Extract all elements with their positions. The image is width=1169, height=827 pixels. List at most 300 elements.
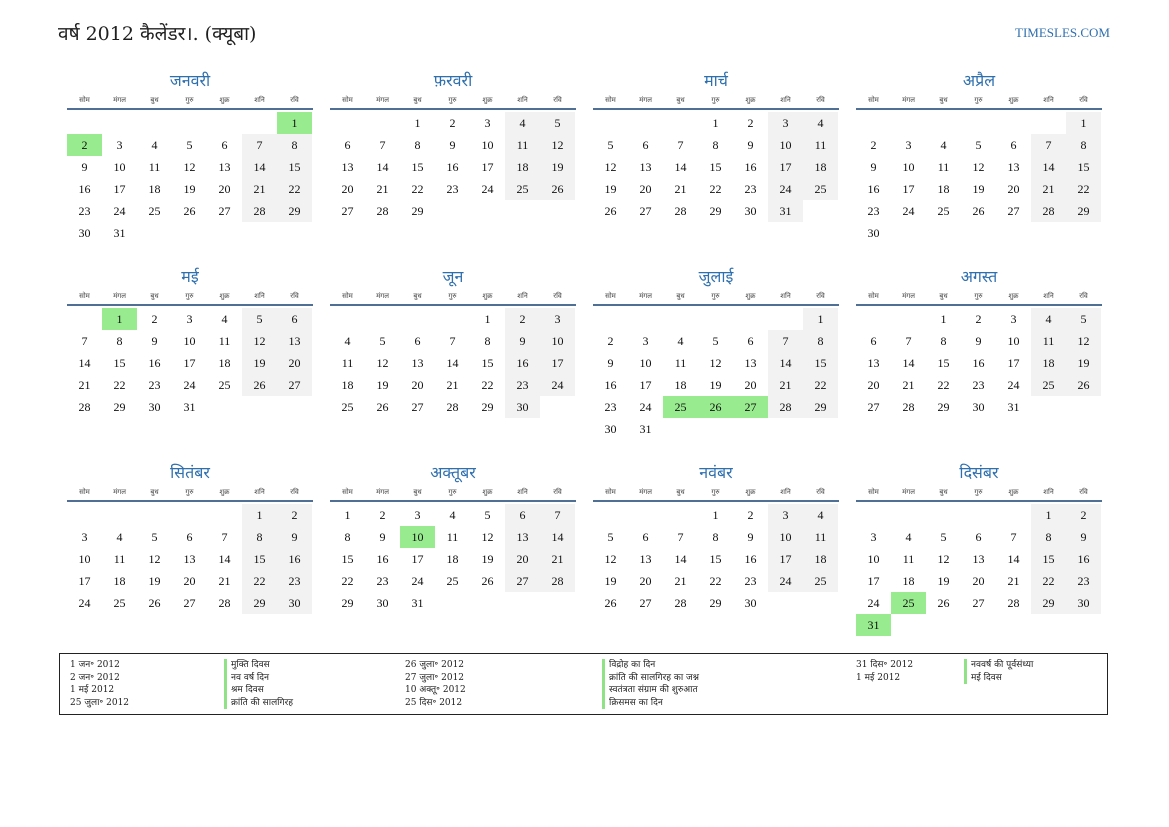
day-cell[interactable]: 23 [376, 574, 389, 588]
day-cell[interactable]: 8 [344, 530, 351, 544]
day-cell[interactable]: 2 [449, 116, 456, 130]
weekend-day-cell[interactable]: 23 [505, 374, 540, 396]
weekend-day-cell[interactable]: 16 [277, 548, 312, 570]
weekend-day-cell[interactable]: 4 [803, 504, 838, 526]
day-cell[interactable]: 14 [446, 356, 459, 370]
day-cell[interactable]: 7 [905, 334, 912, 348]
holiday-day-cell[interactable]: 26 [698, 396, 733, 418]
weekend-day-cell[interactable]: 29 [277, 200, 312, 222]
day-cell[interactable]: 27 [867, 400, 880, 414]
day-cell[interactable]: 15 [709, 552, 722, 566]
day-cell[interactable]: 11 [902, 552, 915, 566]
day-cell[interactable]: 5 [712, 334, 719, 348]
day-cell[interactable]: 27 [411, 400, 424, 414]
day-cell[interactable]: 14 [218, 552, 231, 566]
day-cell[interactable]: 15 [481, 356, 494, 370]
day-cell[interactable]: 17 [113, 182, 126, 196]
day-cell[interactable]: 23 [744, 182, 757, 196]
day-cell[interactable]: 8 [712, 530, 719, 544]
day-cell[interactable]: 1 [484, 312, 491, 326]
day-cell[interactable]: 2 [747, 508, 754, 522]
weekend-day-cell[interactable]: 28 [540, 570, 575, 592]
day-cell[interactable]: 10 [113, 160, 126, 174]
weekend-day-cell[interactable]: 12 [242, 330, 277, 352]
weekend-day-cell[interactable]: 16 [1066, 548, 1101, 570]
day-cell[interactable]: 12 [481, 530, 494, 544]
weekend-day-cell[interactable]: 26 [540, 178, 575, 200]
day-cell[interactable]: 16 [604, 378, 617, 392]
day-cell[interactable]: 28 [218, 596, 231, 610]
day-cell[interactable]: 15 [411, 160, 424, 174]
day-cell[interactable]: 5 [484, 508, 491, 522]
day-cell[interactable]: 12 [604, 552, 617, 566]
day-cell[interactable]: 27 [639, 596, 652, 610]
day-cell[interactable]: 1 [712, 508, 719, 522]
day-cell[interactable]: 9 [81, 160, 88, 174]
day-cell[interactable]: 4 [449, 508, 456, 522]
weekend-day-cell[interactable]: 27 [505, 570, 540, 592]
day-cell[interactable]: 19 [148, 574, 161, 588]
day-cell[interactable]: 3 [81, 530, 88, 544]
day-cell[interactable]: 18 [446, 552, 459, 566]
day-cell[interactable]: 13 [218, 160, 231, 174]
day-cell[interactable]: 19 [604, 574, 617, 588]
day-cell[interactable]: 26 [481, 574, 494, 588]
day-cell[interactable]: 26 [604, 204, 617, 218]
weekend-day-cell[interactable]: 19 [540, 156, 575, 178]
weekend-day-cell[interactable]: 25 [1031, 374, 1066, 396]
day-cell[interactable]: 20 [639, 182, 652, 196]
day-cell[interactable]: 19 [376, 378, 389, 392]
day-cell[interactable]: 18 [902, 574, 915, 588]
day-cell[interactable]: 16 [972, 356, 985, 370]
day-cell[interactable]: 26 [376, 400, 389, 414]
weekend-day-cell[interactable]: 8 [242, 526, 277, 548]
weekend-day-cell[interactable]: 12 [1066, 330, 1101, 352]
weekend-day-cell[interactable]: 19 [1066, 352, 1101, 374]
day-cell[interactable]: 23 [78, 204, 91, 218]
day-cell[interactable]: 7 [1010, 530, 1017, 544]
weekend-day-cell[interactable]: 25 [803, 570, 838, 592]
day-cell[interactable]: 25 [937, 204, 950, 218]
day-cell[interactable]: 23 [446, 182, 459, 196]
day-cell[interactable]: 30 [604, 422, 617, 436]
weekend-day-cell[interactable]: 7 [768, 330, 803, 352]
weekend-day-cell[interactable]: 31 [768, 200, 803, 222]
day-cell[interactable]: 19 [972, 182, 985, 196]
day-cell[interactable]: 28 [78, 400, 91, 414]
weekend-day-cell[interactable]: 15 [1066, 156, 1101, 178]
weekend-day-cell[interactable]: 5 [242, 308, 277, 330]
weekend-day-cell[interactable]: 22 [803, 374, 838, 396]
day-cell[interactable]: 18 [937, 182, 950, 196]
day-cell[interactable]: 10 [481, 138, 494, 152]
holiday-day-cell[interactable]: 31 [856, 614, 891, 636]
day-cell[interactable]: 22 [113, 378, 126, 392]
day-cell[interactable]: 15 [709, 160, 722, 174]
weekend-day-cell[interactable]: 8 [277, 134, 312, 156]
weekend-day-cell[interactable]: 13 [277, 330, 312, 352]
day-cell[interactable]: 22 [709, 182, 722, 196]
day-cell[interactable]: 4 [221, 312, 228, 326]
weekend-day-cell[interactable]: 25 [505, 178, 540, 200]
day-cell[interactable]: 1 [344, 508, 351, 522]
weekend-day-cell[interactable]: 3 [768, 112, 803, 134]
weekend-day-cell[interactable]: 9 [1066, 526, 1101, 548]
day-cell[interactable]: 26 [148, 596, 161, 610]
weekend-day-cell[interactable]: 27 [277, 374, 312, 396]
day-cell[interactable]: 9 [747, 530, 754, 544]
day-cell[interactable]: 2 [747, 116, 754, 130]
weekend-day-cell[interactable]: 19 [242, 352, 277, 374]
day-cell[interactable]: 27 [218, 204, 231, 218]
day-cell[interactable]: 9 [379, 530, 386, 544]
day-cell[interactable]: 31 [639, 422, 652, 436]
day-cell[interactable]: 28 [674, 204, 687, 218]
weekend-day-cell[interactable]: 17 [768, 548, 803, 570]
weekend-day-cell[interactable]: 26 [1066, 374, 1101, 396]
day-cell[interactable]: 13 [867, 356, 880, 370]
day-cell[interactable]: 13 [1007, 160, 1020, 174]
day-cell[interactable]: 16 [744, 552, 757, 566]
day-cell[interactable]: 9 [870, 160, 877, 174]
day-cell[interactable]: 25 [341, 400, 354, 414]
day-cell[interactable]: 30 [744, 204, 757, 218]
weekend-day-cell[interactable]: 11 [803, 134, 838, 156]
weekend-day-cell[interactable]: 20 [505, 548, 540, 570]
day-cell[interactable]: 25 [446, 574, 459, 588]
day-cell[interactable]: 28 [446, 400, 459, 414]
day-cell[interactable]: 9 [151, 334, 158, 348]
day-cell[interactable]: 3 [870, 530, 877, 544]
day-cell[interactable]: 6 [870, 334, 877, 348]
day-cell[interactable]: 5 [607, 138, 614, 152]
weekend-day-cell[interactable]: 15 [1031, 548, 1066, 570]
day-cell[interactable]: 6 [747, 334, 754, 348]
weekend-day-cell[interactable]: 24 [540, 374, 575, 396]
weekend-day-cell[interactable]: 14 [242, 156, 277, 178]
day-cell[interactable]: 7 [677, 530, 684, 544]
weekend-day-cell[interactable]: 6 [277, 308, 312, 330]
day-cell[interactable]: 17 [183, 356, 196, 370]
day-cell[interactable]: 17 [867, 574, 880, 588]
day-cell[interactable]: 9 [747, 138, 754, 152]
weekend-day-cell[interactable]: 28 [768, 396, 803, 418]
day-cell[interactable]: 20 [1007, 182, 1020, 196]
weekend-day-cell[interactable]: 8 [1066, 134, 1101, 156]
day-cell[interactable]: 24 [411, 574, 424, 588]
weekend-day-cell[interactable]: 12 [540, 134, 575, 156]
weekend-day-cell[interactable]: 20 [277, 352, 312, 374]
day-cell[interactable]: 7 [449, 334, 456, 348]
weekend-day-cell[interactable]: 8 [803, 330, 838, 352]
weekend-day-cell[interactable]: 14 [1031, 156, 1066, 178]
day-cell[interactable]: 24 [1007, 378, 1020, 392]
day-cell[interactable]: 19 [937, 574, 950, 588]
weekend-day-cell[interactable]: 18 [1031, 352, 1066, 374]
day-cell[interactable]: 16 [148, 356, 161, 370]
day-cell[interactable]: 31 [183, 400, 196, 414]
weekend-day-cell[interactable]: 4 [1031, 308, 1066, 330]
day-cell[interactable]: 5 [607, 530, 614, 544]
day-cell[interactable]: 7 [677, 138, 684, 152]
weekend-day-cell[interactable]: 30 [505, 396, 540, 418]
day-cell[interactable]: 17 [639, 378, 652, 392]
weekend-day-cell[interactable]: 1 [1066, 112, 1101, 134]
weekend-day-cell[interactable]: 21 [1031, 178, 1066, 200]
weekend-day-cell[interactable]: 30 [277, 592, 312, 614]
day-cell[interactable]: 4 [344, 334, 351, 348]
day-cell[interactable]: 29 [411, 204, 424, 218]
day-cell[interactable]: 8 [940, 334, 947, 348]
day-cell[interactable]: 21 [1007, 574, 1020, 588]
day-cell[interactable]: 19 [183, 182, 196, 196]
day-cell[interactable]: 1 [940, 312, 947, 326]
weekend-day-cell[interactable]: 4 [803, 112, 838, 134]
day-cell[interactable]: 10 [78, 552, 91, 566]
weekend-day-cell[interactable]: 7 [1031, 134, 1066, 156]
day-cell[interactable]: 20 [744, 378, 757, 392]
weekend-day-cell[interactable]: 2 [1066, 504, 1101, 526]
weekend-day-cell[interactable]: 2 [505, 308, 540, 330]
weekend-day-cell[interactable]: 8 [1031, 526, 1066, 548]
weekend-day-cell[interactable]: 29 [242, 592, 277, 614]
day-cell[interactable]: 12 [937, 552, 950, 566]
weekend-day-cell[interactable]: 17 [540, 352, 575, 374]
day-cell[interactable]: 12 [709, 356, 722, 370]
day-cell[interactable]: 27 [1007, 204, 1020, 218]
weekend-day-cell[interactable]: 10 [768, 134, 803, 156]
day-cell[interactable]: 17 [1007, 356, 1020, 370]
weekend-day-cell[interactable]: 15 [277, 156, 312, 178]
day-cell[interactable]: 22 [709, 574, 722, 588]
day-cell[interactable]: 20 [183, 574, 196, 588]
day-cell[interactable]: 6 [221, 138, 228, 152]
day-cell[interactable]: 2 [870, 138, 877, 152]
day-cell[interactable]: 17 [902, 182, 915, 196]
weekend-day-cell[interactable]: 23 [277, 570, 312, 592]
day-cell[interactable]: 30 [376, 596, 389, 610]
day-cell[interactable]: 2 [975, 312, 982, 326]
day-cell[interactable]: 3 [1010, 312, 1017, 326]
weekend-day-cell[interactable]: 7 [242, 134, 277, 156]
day-cell[interactable]: 29 [937, 400, 950, 414]
day-cell[interactable]: 3 [642, 334, 649, 348]
weekend-day-cell[interactable]: 1 [1031, 504, 1066, 526]
weekend-day-cell[interactable]: 15 [803, 352, 838, 374]
day-cell[interactable]: 29 [481, 400, 494, 414]
day-cell[interactable]: 22 [937, 378, 950, 392]
weekend-day-cell[interactable]: 15 [242, 548, 277, 570]
day-cell[interactable]: 14 [1007, 552, 1020, 566]
weekend-day-cell[interactable]: 9 [277, 526, 312, 548]
day-cell[interactable]: 21 [902, 378, 915, 392]
day-cell[interactable]: 19 [604, 182, 617, 196]
weekend-day-cell[interactable]: 9 [505, 330, 540, 352]
day-cell[interactable]: 7 [379, 138, 386, 152]
weekend-day-cell[interactable]: 11 [803, 526, 838, 548]
weekend-day-cell[interactable]: 22 [277, 178, 312, 200]
day-cell[interactable]: 27 [639, 204, 652, 218]
weekend-day-cell[interactable]: 29 [1031, 592, 1066, 614]
day-cell[interactable]: 22 [341, 574, 354, 588]
day-cell[interactable]: 20 [218, 182, 231, 196]
day-cell[interactable]: 2 [151, 312, 158, 326]
day-cell[interactable]: 9 [607, 356, 614, 370]
day-cell[interactable]: 3 [116, 138, 123, 152]
day-cell[interactable]: 27 [183, 596, 196, 610]
day-cell[interactable]: 18 [341, 378, 354, 392]
day-cell[interactable]: 9 [449, 138, 456, 152]
day-cell[interactable]: 26 [604, 596, 617, 610]
day-cell[interactable]: 23 [867, 204, 880, 218]
day-cell[interactable]: 14 [902, 356, 915, 370]
day-cell[interactable]: 8 [414, 138, 421, 152]
weekend-day-cell[interactable]: 22 [1066, 178, 1101, 200]
day-cell[interactable]: 12 [376, 356, 389, 370]
day-cell[interactable]: 8 [116, 334, 123, 348]
holiday-day-cell[interactable]: 1 [277, 112, 312, 134]
day-cell[interactable]: 29 [341, 596, 354, 610]
day-cell[interactable]: 13 [341, 160, 354, 174]
weekend-day-cell[interactable]: 18 [803, 548, 838, 570]
day-cell[interactable]: 7 [221, 530, 228, 544]
day-cell[interactable]: 9 [975, 334, 982, 348]
day-cell[interactable]: 31 [1007, 400, 1020, 414]
day-cell[interactable]: 16 [446, 160, 459, 174]
day-cell[interactable]: 6 [642, 530, 649, 544]
day-cell[interactable]: 22 [481, 378, 494, 392]
day-cell[interactable]: 3 [484, 116, 491, 130]
weekend-day-cell[interactable]: 28 [1031, 200, 1066, 222]
weekend-day-cell[interactable]: 14 [540, 526, 575, 548]
holiday-day-cell[interactable]: 27 [733, 396, 768, 418]
weekend-day-cell[interactable]: 11 [505, 134, 540, 156]
day-cell[interactable]: 31 [411, 596, 424, 610]
day-cell[interactable]: 1 [712, 116, 719, 130]
day-cell[interactable]: 29 [113, 400, 126, 414]
day-cell[interactable]: 2 [607, 334, 614, 348]
site-link[interactable]: TIMESLES.COM [1015, 25, 1110, 40]
day-cell[interactable]: 2 [379, 508, 386, 522]
day-cell[interactable]: 3 [414, 508, 421, 522]
day-cell[interactable]: 14 [78, 356, 91, 370]
day-cell[interactable]: 23 [148, 378, 161, 392]
weekend-day-cell[interactable]: 6 [505, 504, 540, 526]
weekend-day-cell[interactable]: 24 [768, 570, 803, 592]
day-cell[interactable]: 19 [709, 378, 722, 392]
day-cell[interactable]: 6 [344, 138, 351, 152]
day-cell[interactable]: 11 [937, 160, 950, 174]
weekend-day-cell[interactable]: 25 [803, 178, 838, 200]
weekend-day-cell[interactable]: 7 [540, 504, 575, 526]
day-cell[interactable]: 18 [113, 574, 126, 588]
day-cell[interactable]: 14 [674, 160, 687, 174]
day-cell[interactable]: 6 [186, 530, 193, 544]
day-cell[interactable]: 15 [937, 356, 950, 370]
day-cell[interactable]: 11 [674, 356, 687, 370]
day-cell[interactable]: 20 [411, 378, 424, 392]
weekend-day-cell[interactable]: 22 [1031, 570, 1066, 592]
weekend-day-cell[interactable]: 21 [540, 548, 575, 570]
day-cell[interactable]: 16 [867, 182, 880, 196]
day-cell[interactable]: 13 [183, 552, 196, 566]
day-cell[interactable]: 30 [744, 596, 757, 610]
weekend-day-cell[interactable]: 18 [803, 156, 838, 178]
day-cell[interactable]: 30 [867, 226, 880, 240]
weekend-day-cell[interactable]: 21 [242, 178, 277, 200]
day-cell[interactable]: 24 [113, 204, 126, 218]
holiday-day-cell[interactable]: 25 [663, 396, 698, 418]
day-cell[interactable]: 19 [481, 552, 494, 566]
day-cell[interactable]: 18 [674, 378, 687, 392]
day-cell[interactable]: 11 [218, 334, 231, 348]
day-cell[interactable]: 10 [639, 356, 652, 370]
day-cell[interactable]: 24 [481, 182, 494, 196]
day-cell[interactable]: 10 [183, 334, 196, 348]
day-cell[interactable]: 13 [639, 552, 652, 566]
weekend-day-cell[interactable]: 13 [505, 526, 540, 548]
day-cell[interactable]: 22 [411, 182, 424, 196]
day-cell[interactable]: 4 [940, 138, 947, 152]
day-cell[interactable]: 12 [183, 160, 196, 174]
weekend-day-cell[interactable]: 23 [1066, 570, 1101, 592]
day-cell[interactable]: 21 [446, 378, 459, 392]
day-cell[interactable]: 4 [116, 530, 123, 544]
day-cell[interactable]: 24 [867, 596, 880, 610]
weekend-day-cell[interactable]: 28 [242, 200, 277, 222]
day-cell[interactable]: 4 [677, 334, 684, 348]
holiday-day-cell[interactable]: 1 [102, 308, 137, 330]
day-cell[interactable]: 26 [972, 204, 985, 218]
day-cell[interactable]: 23 [972, 378, 985, 392]
day-cell[interactable]: 30 [78, 226, 91, 240]
holiday-day-cell[interactable]: 10 [400, 526, 435, 548]
day-cell[interactable]: 31 [113, 226, 126, 240]
day-cell[interactable]: 21 [376, 182, 389, 196]
day-cell[interactable]: 28 [674, 596, 687, 610]
day-cell[interactable]: 3 [905, 138, 912, 152]
weekend-day-cell[interactable]: 3 [540, 308, 575, 330]
weekend-day-cell[interactable]: 5 [540, 112, 575, 134]
day-cell[interactable]: 5 [940, 530, 947, 544]
day-cell[interactable]: 21 [674, 182, 687, 196]
day-cell[interactable]: 18 [218, 356, 231, 370]
weekend-day-cell[interactable]: 16 [505, 352, 540, 374]
weekend-day-cell[interactable]: 29 [1066, 200, 1101, 222]
day-cell[interactable]: 24 [902, 204, 915, 218]
weekend-day-cell[interactable]: 11 [1031, 330, 1066, 352]
weekend-day-cell[interactable]: 14 [768, 352, 803, 374]
day-cell[interactable]: 24 [183, 378, 196, 392]
day-cell[interactable]: 8 [712, 138, 719, 152]
day-cell[interactable]: 10 [1007, 334, 1020, 348]
holiday-day-cell[interactable]: 2 [67, 134, 102, 156]
day-cell[interactable]: 29 [709, 596, 722, 610]
day-cell[interactable]: 11 [113, 552, 126, 566]
day-cell[interactable]: 26 [937, 596, 950, 610]
day-cell[interactable]: 24 [78, 596, 91, 610]
day-cell[interactable]: 13 [411, 356, 424, 370]
day-cell[interactable]: 10 [902, 160, 915, 174]
day-cell[interactable]: 27 [972, 596, 985, 610]
day-cell[interactable]: 13 [972, 552, 985, 566]
day-cell[interactable]: 5 [379, 334, 386, 348]
day-cell[interactable]: 4 [151, 138, 158, 152]
day-cell[interactable]: 23 [604, 400, 617, 414]
day-cell[interactable]: 6 [975, 530, 982, 544]
day-cell[interactable]: 20 [639, 574, 652, 588]
